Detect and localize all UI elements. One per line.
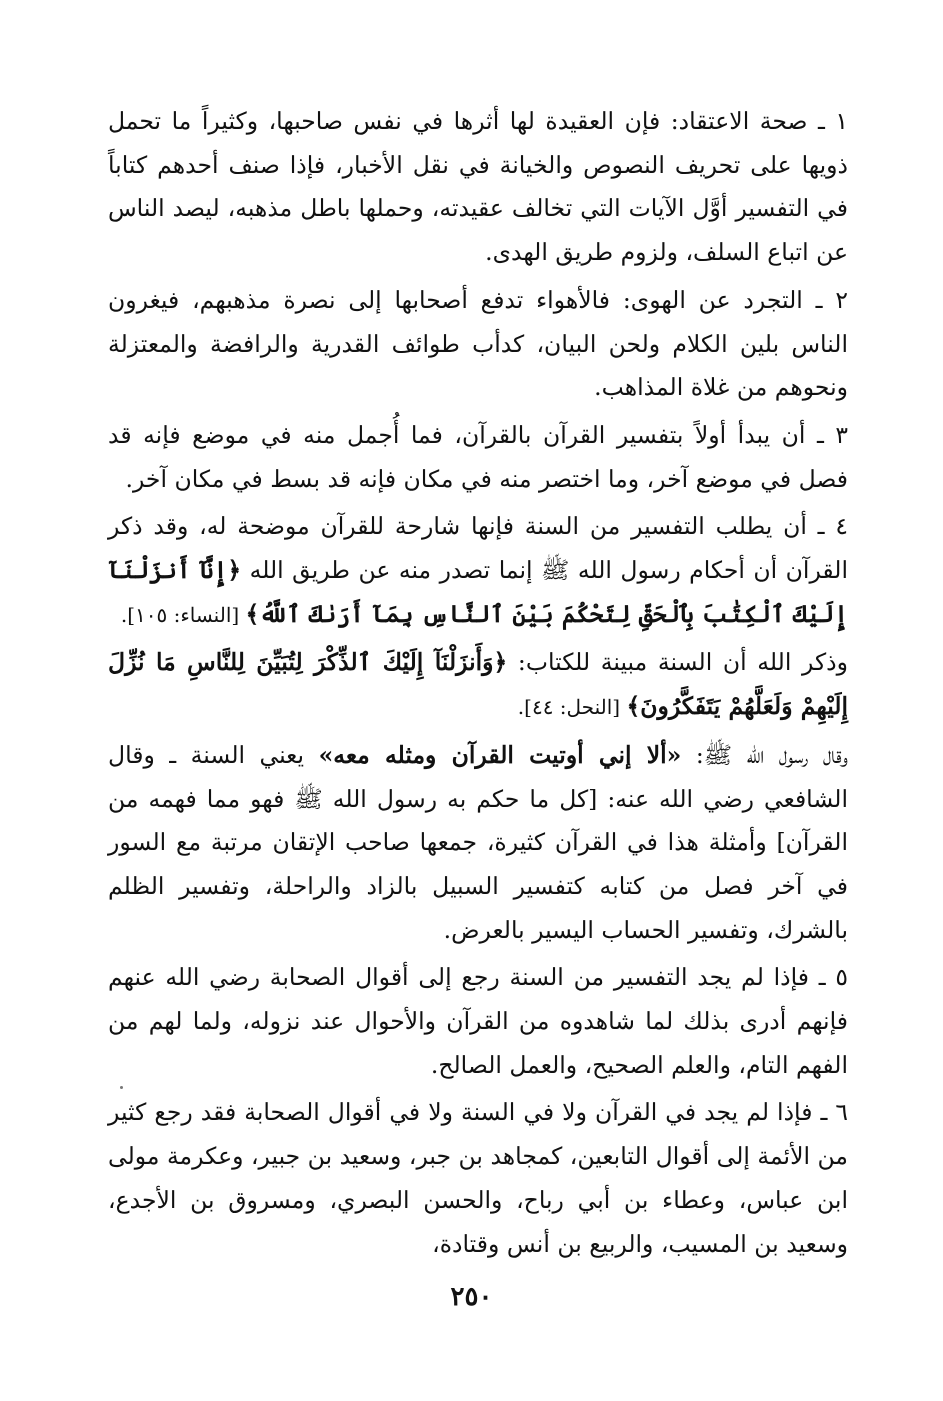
paragraph [108,100,848,275]
verse-reference: [النحل: ٤٤]. [517,695,627,720]
speck-mark [120,1086,123,1089]
text-segment: ٥ ـ فإذا لم يجد التفسير من السنة رجع إلى أقوال الصحابة رضي الله عنهم فإنهم أدرى بذلك لما شاهدوه من القرآن والأحوال عند نزوله، ولما لهم من الفهم التام، والعلم الصحيح، والعمل الصالح. [108,963,849,1079]
verse-reference: [النساء: ١٠٥]. [120,602,246,627]
paragraph [108,1091,848,1266]
text-segment: ٢ ـ التجرد عن الهوى: [610,285,848,314]
page-number: ٢٥٠ [450,1282,493,1312]
paragraph [108,734,848,953]
text-segment: يعني السنة ـ وقال الشافعي رضي الله عنه: [كل ما حكم به رسول الله ﷺ فهو مما فهمه من القرآن] وأمثلة هذا في القرآن كثيرة، جمعها صاحب الإتقان مرتبة مع السور في آخر فصل من كتابه كتفسير السبيل بالزاد والراحلة، وتفسير الظلم بالشرك، وتفسير الحساب اليسير بالعرض. [108,740,848,944]
text-segment: ٦ ـ فإذا لم يجد في القرآن ولا في السنة ولا في أقوال الصحابة فقد رجع كثير من الأئمة إلى أقوال التابعين، كمجاهد بن جبر، وسعيد بن جبير، وعكرمة مولى ابن عباس، وعطاء بن أبي رباح، والحسن البصري، ومسروق بن الأجدع، وسعيد بن المسيب، والربيع بن أنس وقتادة، [108,1098,848,1258]
quran-verse: ﴿وَأَنزَلْنَآ إِلَيْكَ ٱلذِّكْرَ لِتُبَيِّنَ لِلنَّاسِ مَا نُزِّلَ إِلَيْهِمْ وَلَعَلَّهُمْ يَتَفَكَّرُونَ﴾ [108,648,848,721]
text-segment: ١ ـ صحة الاعتقاد: [660,107,848,135]
text-segment: ٤ ـ أن يطلب التفسير من السنة فإنها شارحة للقرآن موضحة له، وقد ذكر القرآن أن أحكام رسول الله ﷺ إنما تصدر منه عن طريق الله [108,512,848,585]
hadith-quote: «ألا إني أوتيت القرآن ومثله معه» [318,740,682,769]
paragraph [108,956,848,1087]
text-segment: وقال رسول الله ﷺ: [681,740,849,769]
text-segment: فإن العقيدة لها أثرها في نفس صاحبها، وكثيراً ما تحمل ذويها على تحريف النصوص والخيانة في نقل الأخبار، فإذا صنف أحدهم كتاباً في التفسير أوَّل الآيات التي تخالف عقيدته، وحملها باطل مذهبه، ليصد الناس عن اتباع السلف، ولزوم طريق الهدى. [108,107,848,267]
paragraph [108,505,848,637]
body-text [108,100,848,1266]
quran-verse: ﴿إِنَّآ أَنزَلْنَآ إِلَيْكَ ٱلْكِتَٰبَ بِٱلْحَقِّ لِتَحْكُمَ بَيْنَ ٱلنَّاسِ بِمَآ أَرَىٰكَ ٱللَّهُ﴾ [108,556,848,628]
text-segment: ٣ ـ أن يبدأ أولاً بتفسير القرآن بالقرآن، فما أُجمل منه في موضع فإنه قد فصل في موضع آخر، وما اختصر منه في مكان فإنه قد بسط في مكان آخر. [108,420,848,493]
paragraph [108,279,848,410]
text-segment: وذكر الله أن السنة مبينة للكتاب: [507,648,848,677]
paragraph [108,641,848,729]
text-segment: فالأهواء تدفع أصحابها إلى نصرة مذهبهم، فيغرون الناس بلين الكلام ولحن البيان، كدأب طوائف القدرية والرافضة والمعتزلة ونحوهم من غلاة المذاهب. [108,285,848,402]
paragraph [108,414,848,501]
